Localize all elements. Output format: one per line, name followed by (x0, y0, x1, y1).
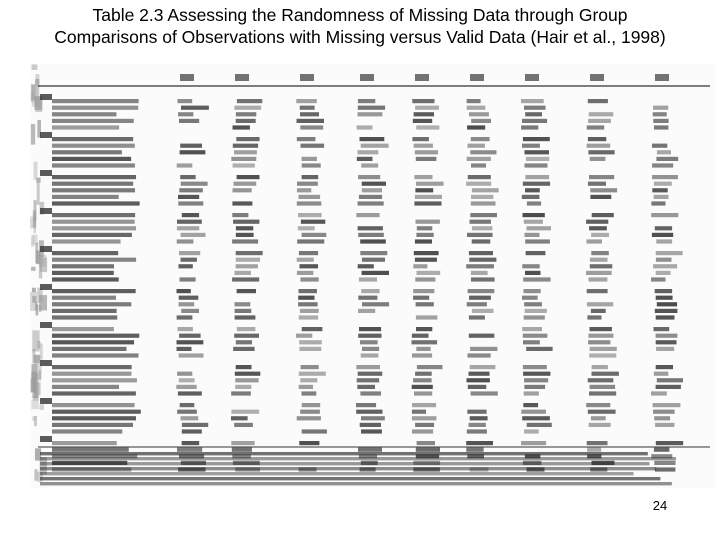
scanned-table-graphic (30, 64, 716, 488)
page-number: 24 (652, 498, 668, 513)
title-line-2: Comparisons of Observations with Missing versus Valid Data (Hair et al., 1998) (54, 27, 666, 47)
scanned-table-image (30, 64, 716, 488)
slide-title (0, 4, 720, 48)
title-line-1: Table 2.3 Assessing the Randomness of Missing Data through Group (92, 5, 628, 25)
